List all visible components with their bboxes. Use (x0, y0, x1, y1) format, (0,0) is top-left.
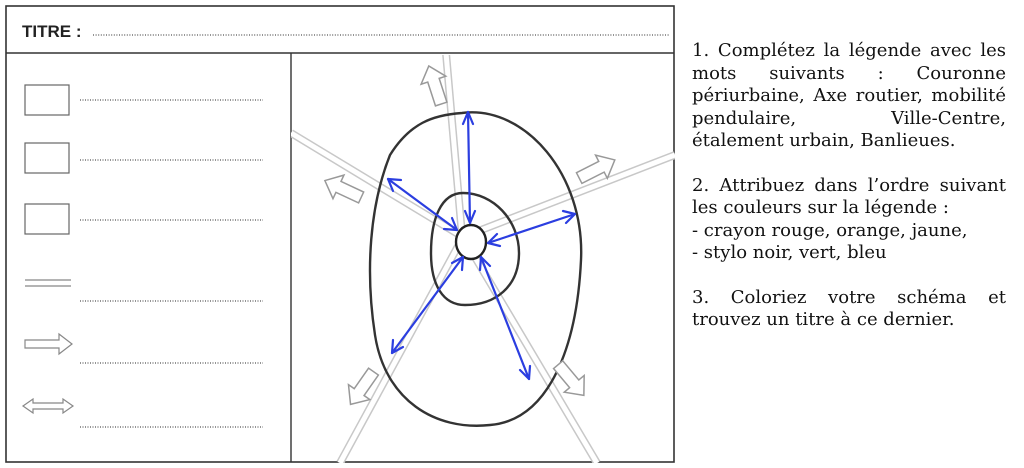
legend-road-symbol (25, 280, 71, 286)
road-south-west (340, 237, 463, 463)
flow-arrow-south-east (480, 257, 530, 379)
legend (23, 85, 263, 427)
flow-arrow-north-west (388, 179, 457, 230)
instruction-step-2-item-1: - crayon rouge, orange, jaune, (692, 219, 968, 241)
title-label: TITRE : (22, 22, 82, 41)
instruction-step-1: 1. Complétez la légende avec les mots suivants : Couronne périurbaine, Axe routier, mobilité pendulaire, Ville-Centre, étalement urbain, Banlieues. (692, 40, 1006, 151)
road-north (446, 53, 462, 235)
instructions (692, 40, 1006, 354)
instruction-step-2-item-2: - stylo noir, vert, bleu (692, 242, 887, 263)
flow-arrow-east (488, 211, 575, 246)
worksheet (5, 5, 675, 463)
instruction-step-2-intro: 2. Attribuez dans l’ordre suivant les couleurs sur la légende : (692, 174, 1006, 218)
instruction-step-2 (692, 175, 1006, 265)
legend-box-3[interactable] (25, 204, 69, 234)
legend-box-2[interactable] (25, 143, 69, 173)
flow-arrow-north (463, 112, 475, 223)
zone-ville-centre (456, 225, 486, 259)
instruction-step-3: 3. Coloriez votre schéma et trouvez un titre à ce dernier. (692, 286, 1006, 330)
flow-arrow-south-west (392, 257, 463, 353)
legend-double-arrow-symbol (23, 399, 73, 413)
legend-outline-arrow-symbol (25, 334, 72, 354)
road-south-east (463, 237, 597, 463)
road-west (291, 133, 463, 237)
urban-map (291, 53, 675, 463)
road-east (463, 155, 675, 237)
legend-box-1[interactable] (25, 85, 69, 115)
